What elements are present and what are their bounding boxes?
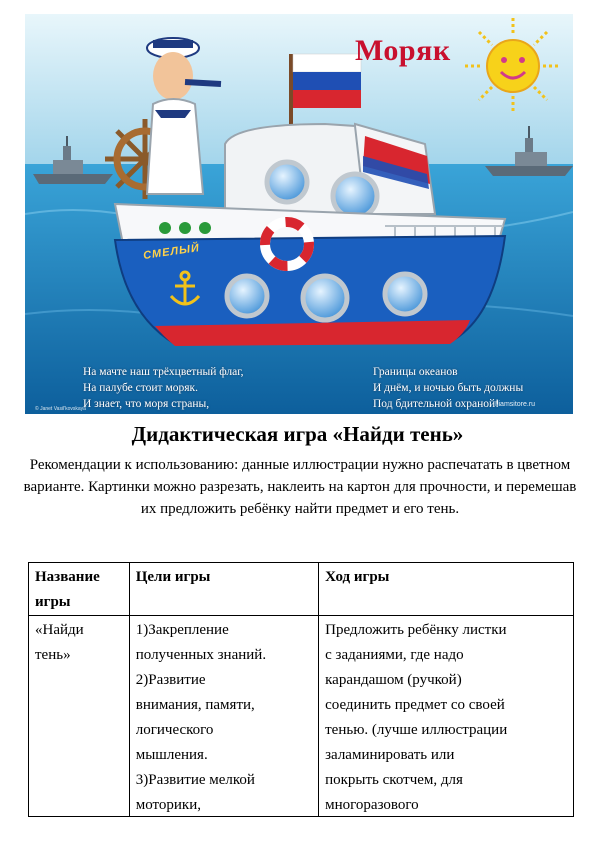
artist-credit: © Janet Vasil'kovskaya bbox=[35, 406, 86, 412]
porthole-icon bbox=[227, 276, 267, 316]
header-game-process: Ход игры bbox=[319, 563, 574, 616]
document-title: Дидактическая игра «Найди тень» bbox=[131, 422, 464, 446]
cell-line: мышления. bbox=[135, 747, 208, 763]
game-table bbox=[28, 562, 574, 817]
poster-illustration bbox=[25, 14, 573, 414]
cell-line: внимания, памяти, bbox=[135, 697, 255, 713]
cell-line: тенью. (лучше иллюстрации bbox=[325, 722, 508, 738]
cell-line: логического bbox=[135, 722, 214, 738]
cell-line: 1)Закрепление bbox=[135, 622, 229, 638]
poem-left bbox=[83, 364, 244, 412]
cell-line: с заданиями, где надо bbox=[325, 647, 464, 663]
table-row bbox=[29, 616, 574, 817]
cell-line: 2)Развитие bbox=[135, 672, 206, 688]
porthole-icon bbox=[385, 274, 425, 314]
cell-line: тень» bbox=[35, 647, 71, 663]
cell-line: заламинировать или bbox=[325, 747, 455, 763]
cell-game-name bbox=[29, 616, 130, 817]
watermark: Iliamsitore.ru bbox=[495, 401, 536, 408]
poster-artwork bbox=[25, 14, 573, 414]
porthole-icon bbox=[333, 174, 377, 218]
porthole-icon bbox=[303, 276, 347, 320]
poem-line: На палубе стоит моряк. bbox=[83, 382, 198, 394]
poem-line: И днём, и ночью быть должны bbox=[373, 382, 524, 394]
cell-line: покрыть скотчем, для bbox=[325, 772, 463, 788]
header-game-name: Название игры bbox=[29, 563, 130, 616]
cell-game-process bbox=[319, 616, 574, 817]
porthole-icon bbox=[267, 162, 307, 202]
poem-line: На мачте наш трёхцветный флаг, bbox=[83, 366, 244, 378]
header-game-goals: Цели игры bbox=[129, 563, 318, 616]
cell-game-goals bbox=[129, 616, 318, 817]
cell-line: 3)Развитие мелкой bbox=[135, 772, 255, 788]
cell-line: Предложить ребёнку листки bbox=[325, 622, 507, 638]
poem-line: И знает, что моря страны, bbox=[83, 398, 210, 410]
table-header-row bbox=[29, 563, 574, 616]
poem-line: Под бдительной охраной! bbox=[373, 398, 500, 410]
poster-title: Моряк bbox=[355, 34, 451, 67]
cell-line: «Найди bbox=[35, 622, 84, 638]
cell-line: карандашом (ручкой) bbox=[325, 672, 462, 688]
intro-paragraph: Рекомендации к использованию: данные иллюстрации нужно распечатать в цветном варианте. Картинки можно разрезать, наклеить на картон для прочности, и перемешав их предложить ребёнку найти предмет и его тень. bbox=[23, 457, 577, 517]
cell-line: соединить предмет со своей bbox=[325, 697, 505, 713]
cell-line: многоразового bbox=[325, 797, 419, 813]
poem-line: Границы океанов bbox=[373, 366, 458, 378]
cell-line: моторики, bbox=[135, 797, 201, 813]
cell-line: полученных знаний. bbox=[135, 647, 267, 663]
ship-name-label: СМЕЛЫЙ bbox=[142, 242, 201, 262]
